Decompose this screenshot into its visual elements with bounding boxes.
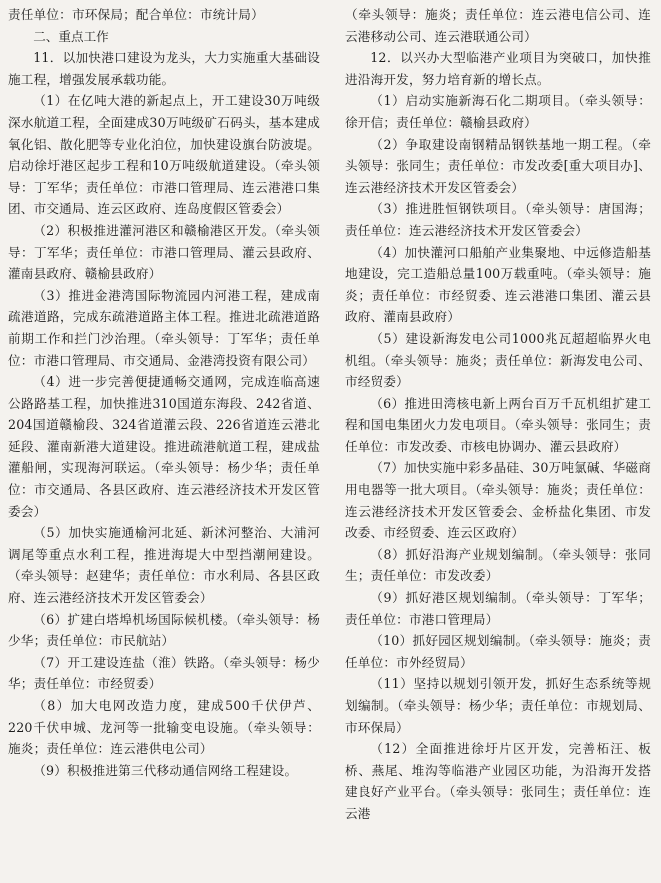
paragraph: （6）推进田湾核电新上两台百万千瓦机组扩建工程和国电集团火力发电项目。（牵头领导：张同生；责任单位：市发改委、市核电协调办、灌云县政府） — [345, 395, 651, 454]
paragraph: （8）抓好沿海产业规划编制。（牵头领导：张同生；责任单位：市发改委） — [345, 546, 651, 584]
paragraph: 11．以加快港口建设为龙头，大力实施重大基础设施工程，增强发展承载功能。 — [8, 50, 320, 87]
paragraph: （3）推进金港湾国际物流园内河港工程，建成南疏港道路，完成东疏港道路主体工程。推进北疏港道路前期工作和拦门沙治理。（牵头领导：丁军华；责任单位：市港口管理局、市交通局、金港湾投资有限公司） — [8, 287, 320, 368]
paragraph: （2）争取建设南钢精品钢铁基地一期工程。（牵头领导：张同生；责任单位：市发改委[重大项目办]、连云港经济技术开发区管委会） — [345, 136, 651, 195]
paragraph: （9）抓好港区规划编制。（牵头领导：丁军华；责任单位：市港口管理局） — [345, 590, 651, 627]
right-column — [345, 4, 651, 883]
section-heading: 二、重点工作 — [33, 28, 109, 44]
right-top-line: （牵头领导：施炎；责任单位：连云港电信公司、连云港移动公司、连云港联通公司） — [345, 7, 651, 44]
paragraph: （4）加快灌河口船舶产业集聚地、中远修造船基地建设，完工造船总量100万载重吨。（牵头领导：施炎；责任单位：市经贸委、连云港港口集团、灌云县政府、灌南县政府） — [345, 244, 651, 325]
paragraph: （1）启动实施新海石化二期项目。（牵头领导：徐开信；责任单位：赣榆县政府） — [345, 93, 651, 130]
paragraph: （4）进一步完善便捷通畅交通网，完成连临高速公路路基工程，加快推进310国道东海段、242省道、204国道赣榆段、324省道灌云段、226省道连云港北延段、灌南新港大道建设。推进疏港航道工程，建成盐灌船闸，实现海河联运。（牵头领导：杨少华；责任单位：市交通局、各县区政府、连云港经济技术开发区管委会） — [8, 374, 320, 519]
paragraph: （8）加大电网改造力度，建成500千伏伊芦、220千伏申城、龙河等一批输变电设施。（牵头领导：施炎；责任单位：连云港供电公司） — [8, 698, 320, 757]
paragraph: （9）积极推进第三代移动通信网络工程建设。 — [33, 762, 298, 778]
paragraph: （7）加快实施中彩多晶硅、30万吨氯碱、华磁商用电器等一批大项目。（牵头领导：施炎；责任单位：连云港经济技术开发区管委会、金桥盐化集团、市发改委、市经贸委、连云区政府） — [345, 460, 651, 541]
paragraph: （11）坚持以规划引领开发，抓好生态系统等规划编制。（牵头领导：杨少华；责任单位：市规划局、市环保局） — [345, 676, 651, 735]
paragraph: （1）在亿吨大港的新起点上，开工建设30万吨级深水航道工程，全面建成30万吨级矿石码头，基本建成氧化铝、散化肥等专业化泊位，加快建设旗台防波堤。启动徐圩港区起步工程和10万吨级航道建设。（牵头领导：丁军华；责任单位：市港口管理局、连云港港口集团、市交通局、连云区政府、连岛度假区管委会） — [8, 93, 320, 217]
paragraph: （5）建设新海发电公司1000兆瓦超超临界火电机组。（牵头领导：施炎；责任单位：新海发电公司、市经贸委） — [345, 330, 651, 390]
paragraph: （2）积极推进灌河港区和赣榆港区开发。（牵头领导：丁军华；责任单位：市港口管理局、灌云县政府、灌南县政府、赣榆县政府） — [8, 222, 320, 282]
left-column — [8, 4, 320, 883]
paragraph: （5）加快实施通榆河北延、新沭河整治、大浦河调尾等重点水利工程，推进海堤大中型挡潮闸建设。（牵头领导：赵建华；责任单位：市水利局、各县区政府、连云港经济技术开发区管委会） — [8, 525, 320, 606]
paragraph: （12）全面推进徐圩片区开发，完善柘汪、板桥、燕尾、堆沟等临港产业园区功能，为沿海开发搭建良好产业平台。（牵头领导：张同生；责任单位：连云港 — [345, 741, 651, 821]
paragraph: （7）开工建设连盐（淮）铁路。（牵头领导：杨少华；责任单位：市经贸委） — [8, 654, 320, 692]
paragraph: （3）推进胜恒钢铁项目。（牵头领导：唐国海；责任单位：连云港经济技术开发区管委会） — [345, 201, 651, 238]
paragraph: （6）扩建白塔埠机场国际候机楼。（牵头领导：杨少华；责任单位：市民航站） — [8, 611, 320, 649]
paragraph: （10）抓好园区规划编制。（牵头领导：施炎；责任单位：市外经贸局） — [345, 633, 651, 670]
paragraph: 12．以兴办大型临港产业项目为突破口，加快推进沿海开发，努力培育新的增长点。 — [345, 50, 651, 87]
left-top-line: 责任单位：市环保局；配合单位：市统计局） — [8, 7, 264, 22]
